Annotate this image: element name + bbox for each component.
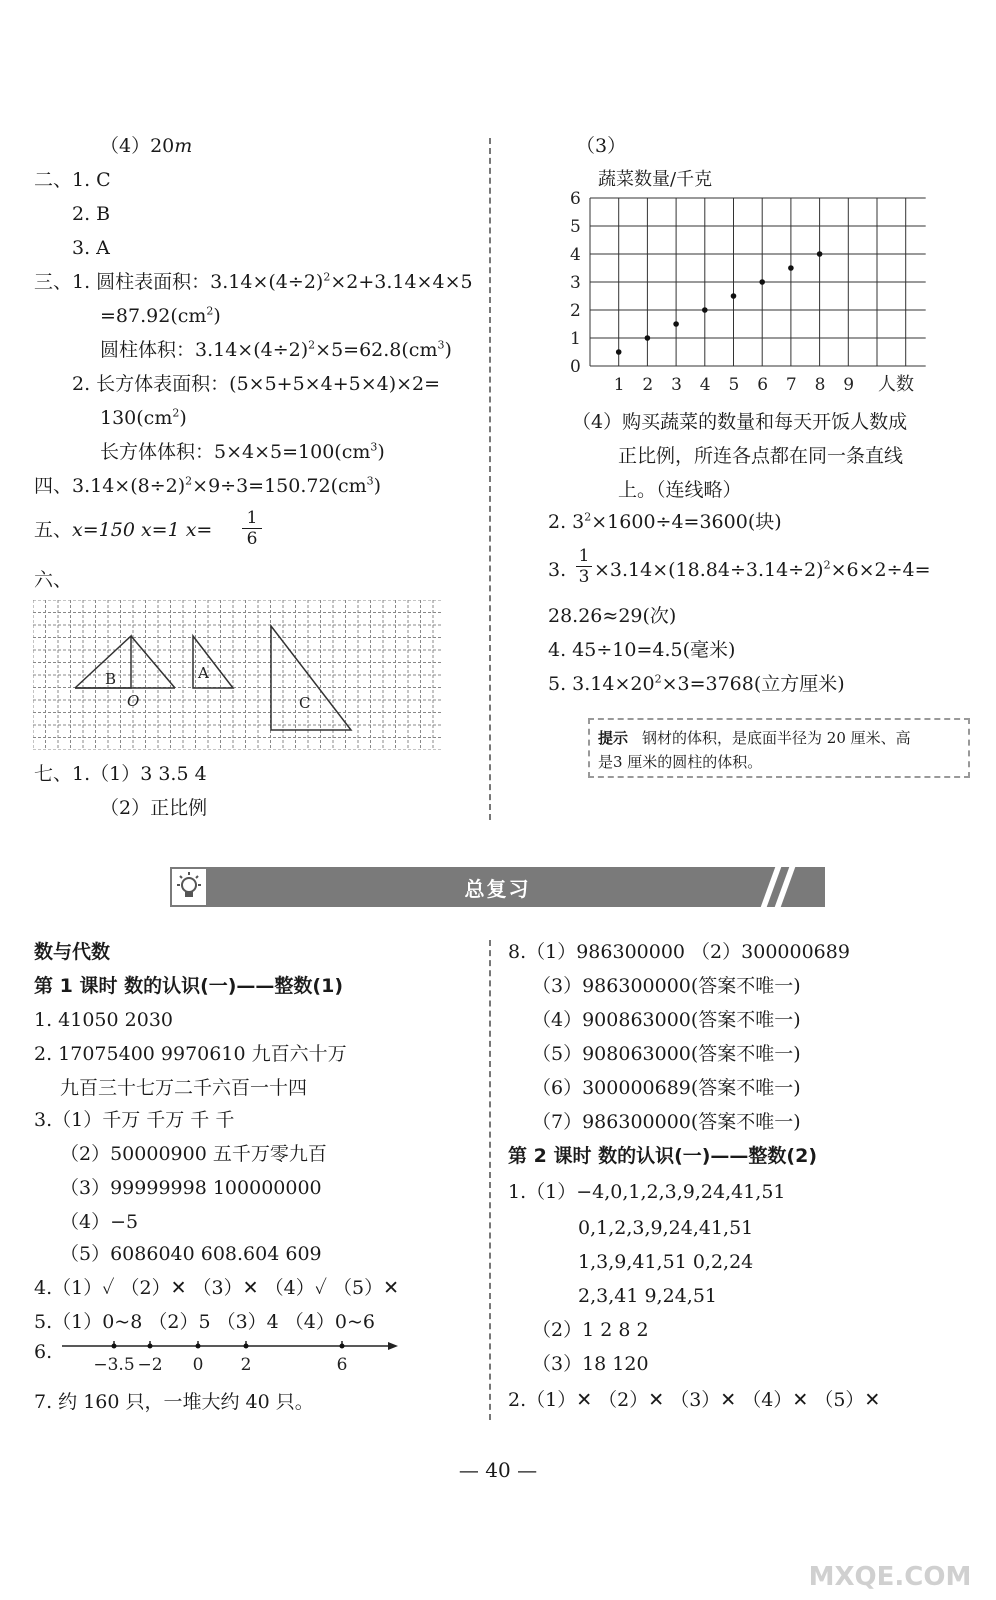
label-o: O bbox=[127, 692, 140, 710]
watermark-logo bbox=[800, 1535, 980, 1595]
data-point bbox=[616, 349, 622, 355]
fraction bbox=[242, 508, 262, 549]
answer-line: 3.（1）千万 千万 千 千 bbox=[34, 1109, 235, 1131]
number-line-point bbox=[244, 1344, 249, 1349]
fraction-denominator: 3 bbox=[576, 566, 592, 587]
label-c: C bbox=[299, 694, 311, 712]
answer-line: 7. 约 160 只，一堆大约 40 只。 bbox=[34, 1391, 314, 1413]
data-point bbox=[788, 265, 794, 271]
answer-line: （3） bbox=[576, 135, 627, 157]
number-line-point bbox=[112, 1344, 117, 1349]
answer-line: 七、1.（1）3 3.5 4 bbox=[34, 763, 207, 785]
answer-line: 1,3,9,41,51 0,2,24 bbox=[578, 1251, 754, 1273]
answer-line: 28.26≈29(次) bbox=[548, 605, 677, 627]
number-line-point bbox=[148, 1344, 153, 1349]
answer-line: 正比例，所连各点都在同一条直线 bbox=[618, 445, 904, 467]
x-tick-label: 7 bbox=[785, 375, 797, 395]
answer-line: $=87.92(cm^2)$ bbox=[100, 304, 221, 327]
column-divider bbox=[489, 940, 491, 1420]
answer-line: 4.（1）✓ （2）✕ （3）✕ （4）✓ （5）✕ bbox=[34, 1277, 399, 1299]
answer-line: （3）18 120 bbox=[532, 1353, 649, 1375]
x-tick-label: 4 bbox=[699, 375, 711, 395]
triangle-grid bbox=[33, 600, 447, 750]
x-tick-label: 8 bbox=[814, 375, 826, 395]
data-point bbox=[759, 279, 765, 285]
y-tick-label: 6 bbox=[570, 190, 581, 209]
answer-line: $130(cm^2)$ bbox=[100, 406, 187, 429]
answer-line: 三、1. 圆柱表面积：$3.14\times(4\div 2)^2\times 2+3.14\times 4\times 5$ bbox=[34, 270, 473, 293]
answer-line: 四、$3.14\times(8\div 2)^2\times 9\div 3=150.72(cm^3)$ bbox=[34, 474, 382, 497]
answer-line: （4）购买蔬菜的数量和每天开饭人数成 bbox=[572, 411, 908, 433]
number-line-label: 6 bbox=[336, 1355, 348, 1375]
section-banner bbox=[170, 867, 825, 907]
scatter-chart bbox=[562, 190, 962, 400]
number-line-label: −2 bbox=[137, 1355, 163, 1375]
answer-line: 2,3,41 9,24,51 bbox=[578, 1285, 717, 1307]
x-tick-label: 9 bbox=[843, 375, 855, 395]
fraction bbox=[576, 546, 592, 587]
data-point bbox=[817, 251, 823, 257]
fraction-numerator: 1 bbox=[578, 546, 590, 566]
data-point bbox=[645, 335, 651, 341]
x-tick-label: 5 bbox=[728, 375, 740, 395]
answer-line: （5）6086040 608.604 609 bbox=[60, 1243, 322, 1265]
answer-line: 6. bbox=[34, 1341, 53, 1363]
fraction-denominator: 6 bbox=[242, 528, 262, 549]
number-line bbox=[60, 1334, 400, 1378]
answer-line: 2. 17075400 9970610 九百六十万 bbox=[34, 1043, 347, 1065]
answer-line: 1. 41050 2030 bbox=[34, 1009, 174, 1031]
y-tick-label: 2 bbox=[570, 301, 581, 321]
answer-line: 九百三十七万二千六百一十四 bbox=[60, 1077, 308, 1099]
answer-line: 长方体体积：$5\times 4\times 5=100(cm^3)$ bbox=[100, 440, 385, 463]
x-tick-label: 2 bbox=[642, 375, 654, 395]
lesson-heading: 第 1 课时 数的认识(一)——整数(1) bbox=[34, 975, 344, 997]
data-point bbox=[673, 321, 679, 327]
y-tick-label: 4 bbox=[570, 245, 581, 265]
hint-box bbox=[588, 718, 970, 778]
answer-line: 二、1. C bbox=[34, 169, 111, 191]
answer-line: 1.（1）−4,0,1,2,3,9,24,41,51 bbox=[508, 1181, 786, 1203]
number-line-label: −3.5 bbox=[93, 1355, 135, 1375]
y-tick-label: 3 bbox=[570, 273, 581, 293]
answer-line: （4）900863000(答案不唯一) bbox=[532, 1009, 801, 1031]
answer-line: 3. A bbox=[72, 237, 110, 259]
x-axis-label: 人数 bbox=[878, 374, 914, 395]
answer-line: 8.（1）986300000 （2）300000689 bbox=[508, 941, 850, 963]
hint-text: 钢材的体积，是底面半径为 20 厘米、高 bbox=[642, 729, 911, 747]
number-line-point bbox=[340, 1344, 345, 1349]
data-point bbox=[731, 293, 737, 299]
number-line-label: 0 bbox=[192, 1355, 204, 1375]
answer-line: （3）986300000(答案不唯一) bbox=[532, 975, 801, 997]
number-line-point bbox=[196, 1344, 201, 1349]
answer-line: 上。（连线略） bbox=[618, 479, 742, 501]
answer-line: 圆柱体积：$3.14\times(4\div 2)^2\times 5=62.8(cm^3)$ bbox=[100, 338, 452, 361]
label-b: B bbox=[105, 670, 117, 688]
answer-line: 2.（1）✕ （2）✕ （3）✕ （4）✕ （5）✕ bbox=[508, 1389, 881, 1411]
answer-line: 2. 长方体表面积：(5×5+5×4+5×4)×2= bbox=[72, 373, 441, 395]
answer-line: （4）20m bbox=[100, 135, 193, 157]
label-a: A bbox=[198, 664, 209, 682]
answer-line: 六、 bbox=[34, 569, 73, 591]
column-divider bbox=[489, 138, 491, 820]
answer-line: 5.（1）0~8 （2）5 （3）4 （4）0~6 bbox=[34, 1311, 375, 1333]
hint-text: 是3 厘米的圆柱的体积。 bbox=[598, 753, 763, 771]
y-tick-label: 1 bbox=[570, 329, 581, 349]
y-tick-label: 5 bbox=[570, 217, 581, 237]
fraction-numerator: 1 bbox=[246, 508, 258, 528]
answer-line: 0,1,2,3,9,24,41,51 bbox=[578, 1217, 754, 1239]
answer-line: （2）1 2 8 2 bbox=[532, 1319, 649, 1341]
chart-title: 蔬菜数量/千克 bbox=[598, 169, 713, 190]
answer-line: （7）986300000(答案不唯一) bbox=[532, 1111, 801, 1133]
answer-line: 4. 45÷10=4.5(毫米) bbox=[548, 639, 736, 661]
answer-line: （3）99999998 100000000 bbox=[60, 1177, 322, 1199]
section-heading: 数与代数 bbox=[34, 941, 111, 963]
answer-line: 3. bbox=[548, 559, 567, 581]
banner-title: 总复习 bbox=[464, 877, 531, 901]
answer-line: （4）−5 bbox=[60, 1211, 139, 1233]
answer-line: （6）300000689(答案不唯一) bbox=[532, 1077, 801, 1099]
answer-line: 2. $3^2\times 1600\div 4=3600$(块) bbox=[548, 510, 782, 533]
page-number: — 40 — bbox=[458, 1458, 538, 1482]
x-tick-label: 1 bbox=[613, 375, 625, 395]
answer-line: 五、x=150 x=1 x= bbox=[34, 519, 213, 541]
x-tick-label: 6 bbox=[757, 375, 769, 395]
hint-tag: 提示 bbox=[598, 729, 629, 747]
number-line-label: 2 bbox=[240, 1355, 252, 1375]
answer-line: $\times 3.14\times(18.84\div 3.14\div 2)^2\times 6\times 2\div 4=$ bbox=[594, 558, 931, 581]
x-tick-label: 3 bbox=[671, 375, 682, 395]
y-tick-label: 0 bbox=[570, 357, 581, 377]
answer-line: 2. B bbox=[72, 203, 111, 225]
watermark-text: MXQE.COM bbox=[808, 1562, 972, 1592]
answer-line: （2）正比例 bbox=[100, 797, 208, 819]
lesson-heading: 第 2 课时 数的认识(一)——整数(2) bbox=[508, 1145, 818, 1167]
answer-line: 5. $3.14\times 20^2\times 3=3768$(立方厘米) bbox=[548, 672, 845, 695]
arrow-icon bbox=[388, 1342, 398, 1350]
answer-line: （2）50000900 五千万零九百 bbox=[60, 1143, 327, 1165]
answer-line: （5）908063000(答案不唯一) bbox=[532, 1043, 801, 1065]
data-point bbox=[702, 307, 708, 313]
